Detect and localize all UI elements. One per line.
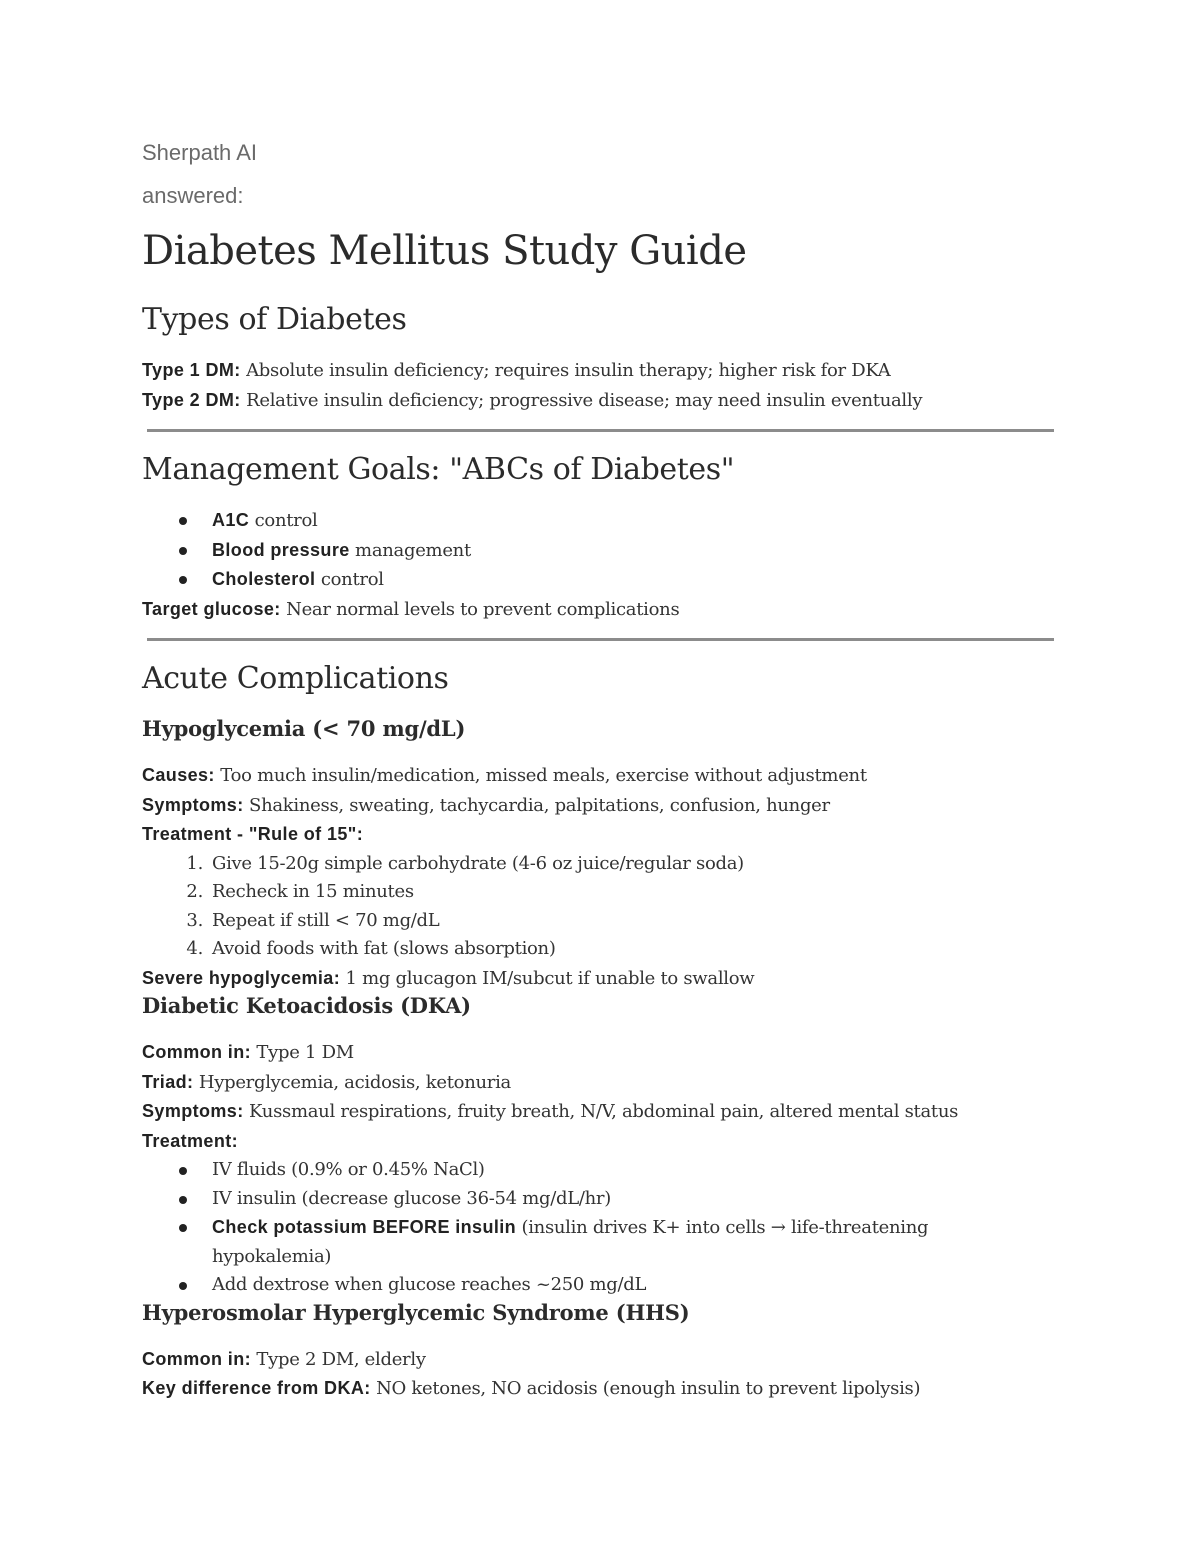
item-bold: Cholesterol [212,569,316,589]
bullet-icon [179,517,187,525]
list-item [186,878,1054,907]
author-name: Sherpath AI [142,140,257,165]
severe-text: 1 mg glucagon IM/subcut if unable to swallow [340,967,755,989]
target-glucose-line [142,595,1054,625]
item-text: management [349,539,471,561]
step-number: 3. [186,909,203,931]
item-bold: Check potassium BEFORE insulin [212,1217,517,1237]
step-number: 4. [186,938,203,959]
list-item [212,536,1054,566]
step-text: Recheck in 15 minutes [212,881,414,902]
difference-label: Key difference from DKA: [142,1378,371,1398]
item-text: IV insulin (decrease glucose 36-54 mg/dL/hr) [212,1187,611,1209]
item-text: (insulin drives K+ into cells → life-threatening hypokalemia) [212,1217,929,1267]
type1-line [142,356,1054,386]
list-item [186,935,1054,964]
type1-label: Type 1 DM: [142,360,241,380]
rule-of-15-list [142,850,1054,964]
list-item [212,1185,1054,1214]
bullet-icon [179,1167,187,1175]
bullet-icon [179,1282,187,1290]
item-bold: Blood pressure [212,539,350,560]
dka-triad-line [142,1068,1054,1098]
dka-common-line [142,1038,1054,1068]
type1-text: Absolute insulin deficiency; requires insulin therapy; higher risk for DKA [240,360,891,381]
step-text: Repeat if still < 70 mg/dL [212,909,440,931]
type2-text: Relative insulin deficiency; progressive disease; may need insulin eventually [240,389,923,411]
list-item [212,1271,1054,1300]
list-item [212,1156,1054,1185]
triad-label: Triad: [142,1071,194,1092]
hypoglycemia-heading: Hypoglycemia (< 70 mg/dL) [142,716,466,741]
item-text: IV fluids (0.9% or 0.45% NaCl) [212,1159,485,1180]
list-item [186,907,1054,936]
management-heading: Management Goals: "ABCs of Diabetes" [142,452,735,487]
treatment-label: Treatment: [142,1130,239,1151]
hypo-causes-line [142,761,1054,791]
item-text: Add dextrose when glucose reaches ~250 mg/dL [212,1274,647,1295]
difference-text: NO ketones, NO acidosis (enough insulin to prevent lipolysis) [370,1378,921,1399]
management-list [142,506,1054,595]
target-label: Target glucose: [142,598,281,619]
hhs-heading: Hyperosmolar Hyperglycemic Syndrome (HHS) [142,1299,690,1325]
item-text: control [249,510,318,531]
severe-hypo-line [142,964,1054,994]
treatment-label: Treatment - "Rule of 15": [142,824,364,844]
type2-line [142,386,1054,416]
dka-heading: Diabetic Ketoacidosis (DKA) [142,993,471,1018]
divider [147,429,1054,432]
target-text: Near normal levels to prevent complications [280,598,680,620]
common-label: Common in: [142,1042,251,1062]
symptoms-text: Shakiness, sweating, tachycardia, palpitations, confusion, hunger [243,794,830,816]
list-item [212,565,1054,595]
causes-text: Too much insulin/medication, missed meals, exercise without adjustment [214,765,867,786]
document-page [142,142,1054,1404]
common-text: Type 2 DM, elderly [251,1348,426,1370]
document-title: Diabetes Mellitus Study Guide [142,228,747,274]
list-item [212,506,1054,536]
causes-label: Causes: [142,765,215,785]
symptoms-text: Kussmaul respirations, fruity breath, N/V, abdominal pain, altered mental status [243,1101,959,1122]
step-number: 1. [186,852,203,874]
types-heading: Types of Diabetes [142,302,407,337]
item-bold: A1C [212,510,250,530]
dka-treatment-line [142,1127,1054,1157]
hypo-symptoms-line [142,791,1054,821]
dka-treatment-list [142,1156,1054,1300]
common-text: Type 1 DM [251,1042,354,1063]
step-text: Give 15-20g simple carbohydrate (4-6 oz juice/regular soda) [212,852,744,874]
type2-label: Type 2 DM: [142,389,241,410]
bullet-icon [179,547,187,555]
severe-label: Severe hypoglycemia: [142,967,341,988]
common-label: Common in: [142,1348,251,1369]
list-item [212,1213,1032,1271]
hhs-common-line [142,1345,1054,1375]
divider [147,638,1054,641]
bullet-icon [179,576,187,584]
step-text: Avoid foods with fat (slows absorption) [212,938,556,959]
symptoms-label: Symptoms: [142,794,244,815]
triad-text: Hyperglycemia, acidosis, ketonuria [193,1071,511,1093]
bullet-icon [179,1224,187,1232]
hypo-treatment-line [142,820,1054,850]
answered-label: answered: [142,183,244,208]
symptoms-label: Symptoms: [142,1101,244,1121]
step-number: 2. [186,881,203,902]
hhs-difference-line [142,1374,1054,1404]
dka-symptoms-line [142,1097,1054,1127]
item-text: control [315,569,384,590]
bullet-icon [179,1196,187,1204]
list-item [186,850,1054,879]
acute-heading: Acute Complications [142,661,449,696]
